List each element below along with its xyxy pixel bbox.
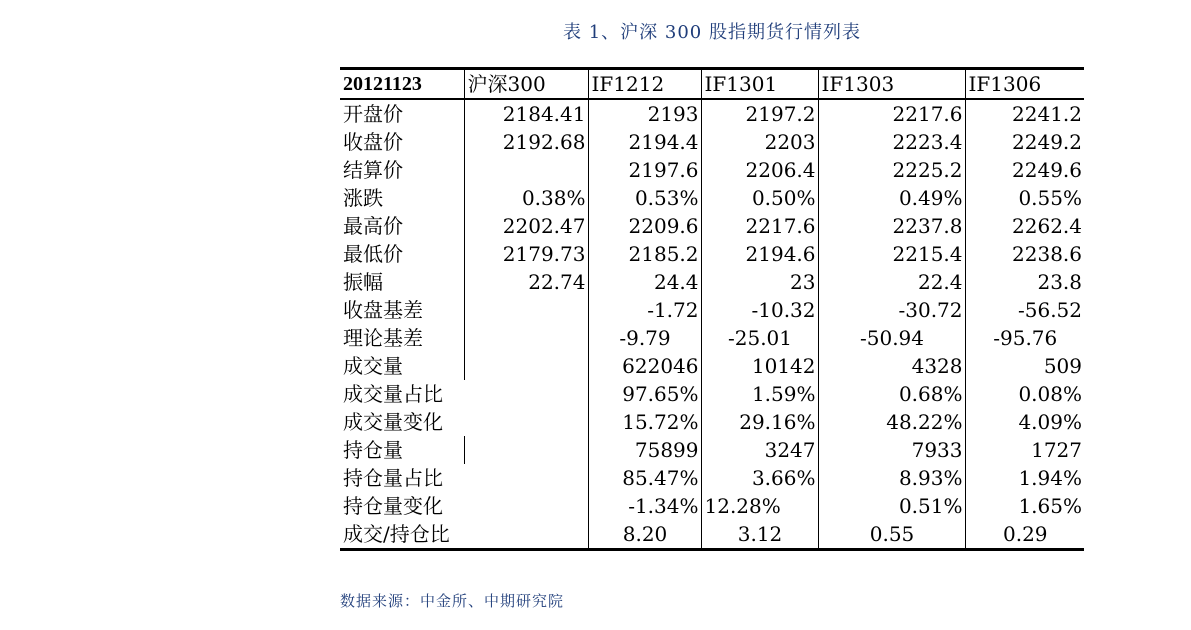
cell-value: -1.72 [588, 296, 701, 324]
cell-value: 1.59% [701, 380, 818, 408]
table-row [340, 296, 1084, 324]
cell-value: 2194.4 [588, 128, 701, 156]
header-if1301: IF1301 [701, 69, 818, 100]
row-label: 持仓量 [343, 438, 403, 462]
header-hs300: 沪深300 [464, 69, 588, 100]
cell-value: 12.28% [701, 492, 818, 520]
table-row [340, 380, 1084, 408]
cell-value [464, 436, 588, 464]
header-if1303: IF1303 [818, 69, 965, 100]
table-header-row [340, 69, 1084, 100]
cell-value: 1.65% [965, 492, 1084, 520]
cell-value: 3.66% [701, 464, 818, 492]
table-row [340, 212, 1084, 240]
cell-value: 2202.47 [464, 212, 588, 240]
row-label: 持仓量占比 [343, 466, 443, 490]
cell-value: -10.32 [701, 296, 818, 324]
cell-value: 2223.4 [818, 128, 965, 156]
header-if1212: IF1212 [588, 69, 701, 100]
row-label: 收盘基差 [343, 298, 423, 322]
cell-value: 2225.2 [818, 156, 965, 184]
row-label: 最高价 [343, 214, 403, 238]
cell-value: 0.08% [965, 380, 1084, 408]
table-row [340, 128, 1084, 156]
cell-value: 22.4 [818, 268, 965, 296]
cell-value: 3247 [701, 436, 818, 464]
row-label: 最低价 [343, 242, 403, 266]
table-row [340, 408, 1084, 436]
cell-value: 0.51% [818, 492, 965, 520]
table-row [340, 352, 1084, 380]
row-label: 成交量 [343, 354, 403, 378]
table-row [340, 520, 1084, 550]
cell-value: 2249.2 [965, 128, 1084, 156]
row-label: 开盘价 [343, 102, 403, 126]
cell-value: 2215.4 [818, 240, 965, 268]
cell-value: 2262.4 [965, 212, 1084, 240]
cell-value: 509 [965, 352, 1084, 380]
cell-value: 15.72% [588, 408, 701, 436]
cell-value: 8.93% [818, 464, 965, 492]
cell-value: 2179.73 [464, 240, 588, 268]
row-label: 收盘价 [343, 130, 403, 154]
cell-value: 0.49% [818, 184, 965, 212]
table-row [340, 99, 1084, 128]
cell-value: 8.20 [588, 520, 701, 550]
header-date: 20121123 [340, 69, 464, 100]
cell-value: -95.76 [965, 324, 1084, 352]
row-label: 结算价 [343, 158, 403, 182]
table-row [340, 492, 1084, 520]
cell-value: -50.94 [818, 324, 965, 352]
cell-value: 2249.6 [965, 156, 1084, 184]
cell-value: 23 [701, 268, 818, 296]
cell-value: 1.94% [965, 464, 1084, 492]
cell-value: 2206.4 [701, 156, 818, 184]
cell-value: 2184.41 [464, 99, 588, 128]
table-row [340, 184, 1084, 212]
table-row [340, 268, 1084, 296]
cell-value: 29.16% [701, 408, 818, 436]
cell-value: 2194.6 [701, 240, 818, 268]
cell-value: 75899 [588, 436, 701, 464]
header-if1306: IF1306 [965, 69, 1084, 100]
cell-value: 0.55 [818, 520, 965, 550]
cell-value: 0.38% [464, 184, 588, 212]
cell-value: 4.09% [965, 408, 1084, 436]
row-label: 成交量变化 [343, 410, 443, 434]
table-row [340, 464, 1084, 492]
cell-value: 2238.6 [965, 240, 1084, 268]
futures-quote-table [340, 67, 1084, 551]
cell-value: 2193 [588, 99, 701, 128]
cell-value [464, 156, 588, 184]
cell-value [464, 324, 588, 352]
cell-value [464, 352, 588, 380]
cell-value: 2185.2 [588, 240, 701, 268]
cell-value: 48.22% [818, 408, 965, 436]
cell-value: 3.12 [701, 520, 818, 550]
row-label: 理论基差 [343, 326, 423, 350]
cell-value: -56.52 [965, 296, 1084, 324]
table-row [340, 156, 1084, 184]
cell-value: 22.74 [464, 268, 588, 296]
row-label: 涨跌 [343, 186, 383, 210]
cell-value: 0.50% [701, 184, 818, 212]
cell-value: 97.65% [588, 380, 701, 408]
cell-value: 4328 [818, 352, 965, 380]
cell-value: 0.53% [588, 184, 701, 212]
cell-value: 2209.6 [588, 212, 701, 240]
cell-value: 2217.6 [701, 212, 818, 240]
cell-value [464, 296, 588, 324]
cell-value: -25.01 [701, 324, 818, 352]
table-row [340, 240, 1084, 268]
cell-value: 7933 [818, 436, 965, 464]
cell-value: 2192.68 [464, 128, 588, 156]
row-label: 振幅 [343, 270, 383, 294]
cell-value: 2241.2 [965, 99, 1084, 128]
cell-value: 2197.6 [588, 156, 701, 184]
table-row [340, 436, 1084, 464]
cell-value: 2237.8 [818, 212, 965, 240]
cell-value: -9.79 [588, 324, 701, 352]
cell-value: 622046 [588, 352, 701, 380]
cell-value: 0.55% [965, 184, 1084, 212]
table-title: 表 1、沪深 300 股指期货行情列表 [563, 22, 861, 43]
cell-value: 1727 [965, 436, 1084, 464]
row-label: 成交/持仓比 [340, 520, 588, 550]
cell-value: -1.34% [588, 492, 701, 520]
data-source-note: 数据来源：中金所、中期研究院 [340, 592, 565, 610]
row-label: 成交量占比 [343, 382, 443, 406]
cell-value: 85.47% [588, 464, 701, 492]
cell-value: 2203 [701, 128, 818, 156]
cell-value: 2217.6 [818, 99, 965, 128]
cell-value: -30.72 [818, 296, 965, 324]
cell-value: 23.8 [965, 268, 1084, 296]
cell-value: 10142 [701, 352, 818, 380]
cell-value: 2197.2 [701, 99, 818, 128]
cell-value: 24.4 [588, 268, 701, 296]
cell-value: 0.29 [965, 520, 1084, 550]
cell-value: 0.68% [818, 380, 965, 408]
row-label: 持仓量变化 [343, 494, 443, 518]
table-row [340, 324, 1084, 352]
